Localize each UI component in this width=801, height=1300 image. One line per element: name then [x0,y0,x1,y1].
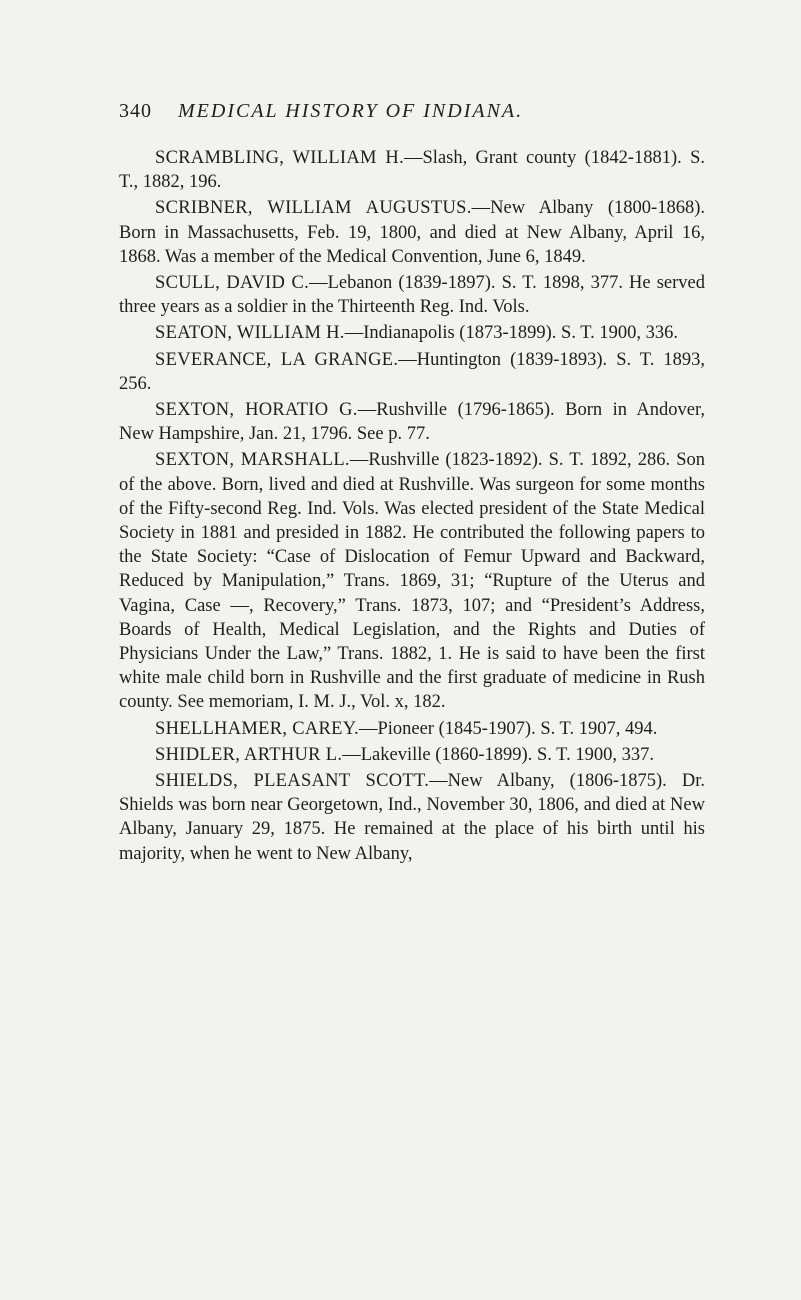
entry-text: —New Albany (1800-1868). Born in Massachusetts, Feb. 19, 1800, and died at New Albany, April 16, 1868. Was a member of the Medical Convention, June 6, 1849. [119,198,705,267]
entry-shidler [119,743,705,767]
entry-text: —Indianapolis (1873-1899). S. T. 1900, 336. [344,323,679,344]
entry-text: —Rushville (1796-1865). Born in Andover, New Hampshire, Jan. 21, 1796. See p. 77. [119,400,705,445]
entry-scull [119,271,705,319]
entry-text: —Pioneer (1845-1907). S. T. 1907, 494. [358,718,658,739]
entry-name: SEVERANCE, LA GRANGE. [155,349,399,370]
entry-sexton-horatio [119,398,705,446]
entry-scribner [119,196,705,269]
entry-name: SEATON, WILLIAM H. [155,323,345,344]
entry-text: —Huntington (1839-1893). S. T. 1893, 256. [119,349,705,394]
entry-scrambling [119,146,705,194]
running-head [119,100,523,123]
entry-seaton [119,321,705,345]
entry-text: —Slash, Grant county (1842-1881). S. T., 1882, 196. [119,148,705,193]
entry-text: —Lebanon (1839-1897). S. T. 1898, 377. He served three years as a soldier in the Thirteenth Reg. Ind. Vols. [119,273,705,318]
entry-name: SCULL, DAVID C. [155,273,310,294]
body-text [119,146,705,868]
entry-name: SHIDLER, ARTHUR L. [155,744,343,765]
entry-name: SHELLHAMER, CAREY. [155,718,359,739]
entry-name: SEXTON, MARSHALL. [155,450,350,471]
page-number: 340 [119,100,152,122]
entry-shields [119,769,705,866]
entry-text: —New Albany, (1806-1875). Dr. Shields was born near Georgetown, Ind., November 30, 1806, and died at New Albany, January 29, 1875. He remained at the place of his birth until his majority, when he went to New Albany, [119,771,706,864]
entry-text: —Lakeville (1860-1899). S. T. 1900, 337. [342,744,654,765]
running-title: MEDICAL HISTORY OF INDIANA. [178,100,524,122]
entry-sexton-marshall [119,448,705,714]
entry-name: SHIELDS, PLEASANT SCOTT. [155,771,430,792]
entry-name: SCRAMBLING, WILLIAM H. [155,148,405,168]
entry-name: SEXTON, HORATIO G. [155,400,358,421]
entry-name: SCRIBNER, WILLIAM AUGUSTUS. [155,198,472,219]
entry-shellhamer [119,717,705,741]
entry-text: —Rushville (1823-1892). S. T. 1892, 286. Son of the above. Born, lived and died at Rushville. Was surgeon for some months of the Fifty-second Reg. Ind. Vols. Was elected president of the State Medical Society in 1881 and presided in 1882. He contributed the following papers to the State Society: “Case of Dislocation of Femur Upward and Backward, Reduced by Manipulation,” Trans. 1869, 31; “Rupture of the Uterus and Vagina, Case —, Recovery,” Trans. 1873, 107; and “President’s Address, Boards of Health, Medical Legislation, and the Rights and Duties of Physicians Under the Law,” Trans. 1882, 1. He is said to have been the first white male child born in Rushville and the first graduate of medicine in Rush county. See memoriam, I. M. J., Vol. x, 182. [119,450,705,713]
entry-severance [119,348,705,396]
